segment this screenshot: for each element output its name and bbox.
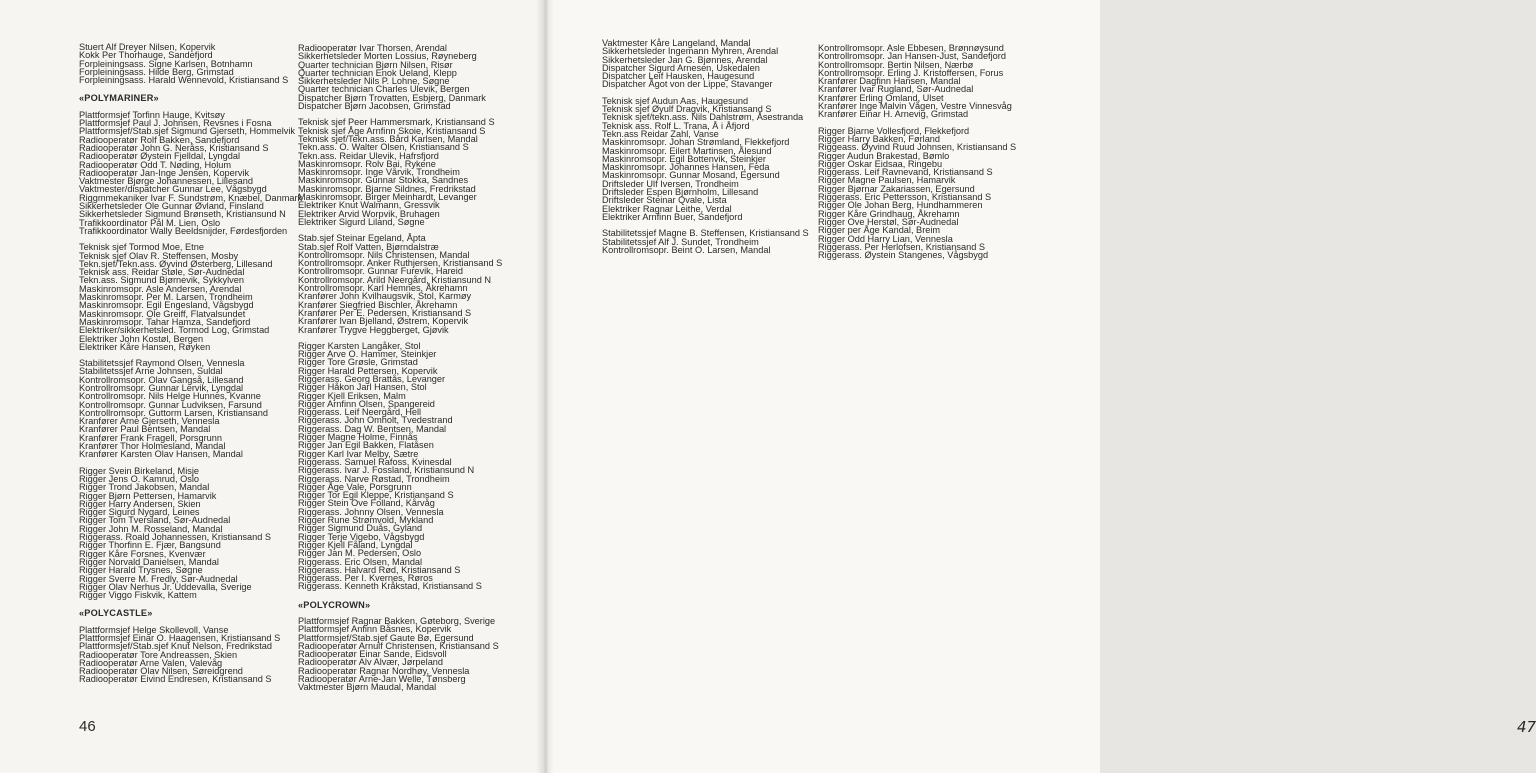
crew-entry: Rigger Kåre Grindhaug, Åkrehamn <box>818 208 960 219</box>
crew-entry: Rigger Kåre Forsnes, Kvenvær <box>79 548 206 559</box>
crew-entry: Rigger Arnfinn Olsen, Spangereid <box>298 398 435 409</box>
crew-entry: Rigger Terje Vigebo, Vågsbygd <box>298 531 425 542</box>
crew-entry: Elektriker Knut Walmann, Gressvik <box>298 200 440 211</box>
crew-entry: Dispatcher Bjørn Jacobsen, Grimstad <box>298 101 451 112</box>
crew-entry: Rigger Viggo Fiskvik, Kattem <box>79 590 197 601</box>
crew-entry: Rigger Jens O. Kamrud, Oslo <box>79 473 199 484</box>
crew-entry: Riggerass. Narve Røstad, Trondheim <box>298 473 450 484</box>
crew-entry: Sikkerhetsleder Jan G. Bjønnes, Arendal <box>602 54 768 65</box>
crew-entry: Maskinromsopr. Egil Bottenvik, Steinkjer <box>602 153 766 164</box>
crew-entry: Elektriker Kåre Hansen, Røyken <box>79 341 211 352</box>
crew-entry: Kranfører Trygve Heggberget, Gjøvik <box>298 324 449 335</box>
crew-entry: Kontrollromsopr. Jan Hansen-Just, Sandefjord <box>818 51 1006 62</box>
crew-entry: Radiooperatør Olav Nilsen, Søreidgrend <box>79 666 243 677</box>
crew-entry: Rigger Rune Strømvold, Mykland <box>298 515 434 526</box>
crew-entry: Rigger Thorfinn E. Fjær, Bangsund <box>79 540 221 551</box>
crew-entry: Maskinromsopr. Ole Greiff, Flatvalsundet <box>79 308 246 319</box>
crew-entry: Plattformsjef Paul J. Johnsen, Revsnes i Fosna <box>79 118 272 129</box>
crew-entry: Kontrollromsopr. Gunnar Ludviksen, Farsund <box>79 399 262 410</box>
crew-entry: Riggerass. Per Herlofsen, Kristiansand S <box>818 241 985 252</box>
crew-entry: Rigger Audun Brakestad, Bømlo <box>818 150 950 161</box>
crew-entry: Kranfører Per E. Pedersen, Kristiansand S <box>298 307 472 318</box>
crew-entry: Plattformsjef Ragnar Bakken, Gøteborg, Sverige <box>298 616 496 626</box>
crew-entry: Elektriker/sikkerhetsled. Tormod Log, Grimstad <box>79 325 270 336</box>
crew-entry: Teknisk sjef Tormod Moe, Etne <box>79 242 204 253</box>
right-page <box>545 0 1536 773</box>
crew-entry: Teknisk sjef Audun Aas, Haugesund <box>602 95 749 106</box>
crew-entry: Kranfører Paul Bentsen, Mandal <box>79 424 211 435</box>
crew-entry: Stab.sjef Rolf Vatten, Bjørndalstræ <box>298 241 439 252</box>
crew-entry: Tekn.ass. Sigmund Bjørnevik, Sykkylven <box>79 275 244 286</box>
crew-entry: Sikkerhetsleder Ole Gunnar Øvland, Finsland <box>79 201 264 212</box>
crew-entry: Rigger Bjørnar Zakariassen, Egersund <box>818 183 975 194</box>
crew-entry: Dispatcher Bjørn Trovatten, Esbjerg, Danmark <box>298 92 486 103</box>
crew-entry: Stabilitetssjef Raymond Olsen, Vennesla <box>79 358 245 369</box>
crew-entry: Maskinromsopr. Gunnar Mosand, Egersund <box>602 170 780 181</box>
crew-entry: Kontrollromsopr. Arild Neergård, Kristiansund N <box>298 274 492 285</box>
crew-entry: Radiooperatør Einar Sande, Eidsvoll <box>298 649 447 660</box>
crew-entry: Rigger Arve O. Hammer, Steinkjer <box>298 349 437 360</box>
crew-entry: Elektriker John Kostøl, Bergen <box>79 333 204 344</box>
crew-entry: Rigger Bjørn Pettersen, Hamarvik <box>79 490 217 501</box>
column-1 <box>79 43 302 684</box>
left-page <box>0 0 545 773</box>
crew-entry: Stuert Alf Dreyer Nilsen, Kopervik <box>79 42 216 52</box>
crew-entry: Driftsleder Steinar Qvale, Lista <box>602 195 727 206</box>
crew-entry: Plattformsjef/Stab.sjef Gaute Bø, Egersund <box>298 632 474 643</box>
section-heading: «POLYCROWN» <box>298 599 371 610</box>
crew-entry: Rigger Sigmund Duås, Gyland <box>298 523 423 534</box>
column-2 <box>298 44 502 692</box>
crew-entry: Riggerass. Leif Neergård, Hell <box>298 407 422 418</box>
crew-entry: Radiooperatør Tore Andreassen, Skien <box>79 649 238 660</box>
crew-entry: Elektriker Arvid Worpvik, Bruhagen <box>298 208 440 219</box>
crew-entry: Radiooperatør Øystein Fjelldal, Lyngdal <box>79 151 241 162</box>
crew-entry: Rigger Kjell Fåland, Lyngdal <box>298 539 413 550</box>
page-number-left: 46 <box>79 718 96 735</box>
crew-entry: Rigger John M. Rosseland, Mandal <box>79 523 223 534</box>
crew-entry: Kokk Per Thorhauge, Sandefjord <box>79 50 213 61</box>
crew-entry: Plattformsjef/Stab.sjef Sigmund Gjerseth, Hommelvik <box>79 126 295 137</box>
column-3 <box>602 39 809 254</box>
crew-entry: Radiooperatør Arne-Jan Welle, Tønsberg <box>298 674 466 685</box>
crew-entry: Rigger Odd Harry Lian, Vennesla <box>818 233 953 244</box>
crew-entry: Rigger Håkon Jarl Hansen, Stol <box>298 382 427 393</box>
crew-entry: Radiooperatør Odd T. Nøding, Holum <box>79 159 232 170</box>
crew-entry: Kranfører Siegfried Bischler, Åkrehamn <box>298 299 458 310</box>
crew-entry: Dispatcher Sigurd Arnesen, Uskedalen <box>602 62 760 73</box>
crew-entry: Rigger Magne Paulsen, Hamarvik <box>818 175 956 186</box>
crew-entry: Driftsleder Ulf Iversen, Trondheim <box>602 178 739 189</box>
crew-entry: Kranfører Inge Malvin Vågen, Vestre Vinnesvåg <box>818 101 1012 112</box>
crew-entry: Riggerass. John Omholt, Tvedestrand <box>298 415 453 426</box>
crew-entry: Kranfører Arne Gjerseth, Vennesla <box>79 416 220 427</box>
crew-entry: Stabilitetssjef Magne B. Steffensen, Kristiansand S <box>602 228 809 239</box>
crew-entry: Kontrollromsopr. Olav Gangså, Lillesand <box>79 374 244 385</box>
crew-entry: Maskinromsopr. Rolv Bai, Rykene <box>298 158 436 169</box>
crew-entry: Teknisk sjef Øyulf Dragvik, Kristiansand S <box>602 104 772 115</box>
crew-entry: Maskinromsopr. Inge Vårvik, Trondheim <box>298 167 460 178</box>
crew-entry: Vaktmester Bjørn Maudal, Mandal <box>298 682 437 693</box>
crew-entry: Kranfører Dagfinn Hansen, Mandal <box>818 76 961 87</box>
crew-entry: Forpleiningsass. Hilde Berg, Grimstad <box>79 66 234 77</box>
crew-entry: Kontrollromsopr. Gunnar Furevik, Hareid <box>298 266 463 277</box>
crew-entry: Riggmmekaniker Ivar F. Sundstrøm, Knæbel, Danmark <box>79 192 303 203</box>
crew-entry: Maskinromsopr. Johannes Hansen, Feda <box>602 162 770 173</box>
crew-entry: Vaktmester Bjørge Johannessen, Lillesand <box>79 176 253 187</box>
crew-entry: Teknisk sjef/Tekn.ass. Bård Karlsen, Mandal <box>298 133 478 144</box>
crew-entry: Rigger Harry Bakken, Førland <box>818 133 941 144</box>
crew-entry: Forpleiningsass. Harald Wennevold, Kristiansand S <box>79 75 289 86</box>
crew-entry: Rigger Norvald Danielsen, Mandal <box>79 556 219 567</box>
crew-entry: Riggerass. Eric Olsen, Mandal <box>298 556 423 567</box>
crew-entry: Radiooperatør Arnulf Christensen, Kristiansand S <box>298 640 499 651</box>
crew-entry: Rigger Svein Birkeland, Misje <box>79 465 199 476</box>
crew-entry: Quarter technician Enok Ueland, Klepp <box>298 67 457 78</box>
crew-entry: Maskinromsopr. Bjarne Sildnes, Fredrikstad <box>298 183 476 194</box>
crew-entry: Trafikkoordinator Pål M. Lien, Oslo <box>79 217 221 228</box>
crew-entry: Rigger Jan Egil Bakken, Flatåsen <box>298 440 434 451</box>
crew-entry: Plattformsjef Einar O. Haagensen, Kristiansand S <box>79 633 281 643</box>
crew-entry: Radiooperatør Eivind Endresen, Kristiansand S <box>79 674 272 685</box>
crew-entry: Maskinromsopr. Per M. Larsen, Trondheim <box>79 292 253 303</box>
crew-entry: Kontrollromsopr. Gunnar Lervik, Lyngdal <box>79 382 244 393</box>
crew-entry: Maskinromsopr. Birger Meinhardt, Levanger <box>298 192 477 203</box>
crew-entry: Plattformsjef Anfinn Båsnes, Kopervik <box>298 624 452 635</box>
crew-entry: Riggerass. Georg Brattås, Levanger <box>298 373 446 384</box>
crew-entry: Rigger Karl Ivar Melby, Sætre <box>298 448 419 459</box>
crew-entry: Kranfører Erling Omland, Ulset <box>818 92 944 103</box>
crew-entry: Riggerass. Dag W. Bentsen, Mandal <box>298 423 447 434</box>
column-4 <box>818 44 1016 259</box>
crew-entry: Rigger Ole Johan Berg, Hundhammeren <box>818 200 983 211</box>
crew-entry: Rigger Stein Ove Folland, Kårvåg <box>298 498 435 509</box>
crew-entry: Kontrollromsopr. Anker Ruthjersen, Kristiansand S <box>298 258 503 269</box>
crew-entry: Kranfører Thor Holmesland, Mandal <box>79 441 226 452</box>
crew-entry: Kontrollromsopr. Asle Ebbesen, Brønnøysund <box>818 43 1004 53</box>
crew-entry: Elektriker Sigurd Liland, Søgne <box>298 216 425 227</box>
crew-entry: Tekn.sjef/Tekn.ass. Øyvind Østerberg, Lillesand <box>79 258 273 269</box>
crew-entry: Vaktmester Kåre Langeland, Mandal <box>602 38 751 48</box>
crew-entry: Rigger Trond Jakobsen, Mandal <box>79 482 210 493</box>
crew-entry: Rigger Harald Pettersen, Kopervik <box>298 365 438 376</box>
crew-entry: Riggerass. Kenneth Kråkstad, Kristiansand S <box>298 581 482 592</box>
crew-entry: Dispatcher Ågot von der Lippe, Stavanger <box>602 79 773 90</box>
crew-entry: Driftsleder Espen Bjørnholm, Lillesand <box>602 187 759 198</box>
crew-entry: Kranfører John Kvilhaugsvik, Stol, Karmøy <box>298 291 472 302</box>
crew-entry: Riggerass. Roald Johannessen, Kristiansand S <box>79 532 272 543</box>
crew-entry: Rigger Ove Herstøl, Sør-Audnedal <box>818 216 959 227</box>
crew-entry: Teknisk ass. Rolf L. Trana, Å i Åfjord <box>602 120 750 131</box>
crew-entry: Rigger Sigurd Nygard, Leines <box>79 507 200 518</box>
crew-entry: Sikkerhetsleder Ingemann Myhren, Arendal <box>602 46 779 57</box>
crew-entry: Rigger Karsten Langåker, Stol <box>298 340 421 351</box>
crew-entry: Radiooperatør Ragnar Nordhøy, Vennesla <box>298 665 470 676</box>
crew-entry: Riggerass. Leif Ravnevand, Kristiansand S <box>818 167 993 178</box>
crew-entry: Riggerass. Samuel Rafoss, Kvinesdal <box>298 456 452 467</box>
crew-entry: Rigger Tore Grøsle, Grimstad <box>298 357 418 368</box>
crew-entry: Quarter technician Charles Ulevik, Bergen <box>298 84 470 95</box>
section-heading: «POLYMARINER» <box>79 93 159 104</box>
crew-entry: Rigger Åge Vale, Porsgrunn <box>298 481 412 492</box>
crew-entry: Rigger Bjarne Vollesfjord, Flekkefjord <box>818 125 970 136</box>
crew-entry: Sikkerhetsleder Sigmund Brønseth, Kristiansund N <box>79 209 286 220</box>
crew-entry: Forpleiningsass. Signe Karlsen, Botnhamn <box>79 58 253 69</box>
crew-entry: Quarter technician Bjørn Nilsen, Risør <box>298 59 453 70</box>
crew-entry: Plattformsjef/Stab.sjef Knut Nelson, Fredrikstad <box>79 641 273 652</box>
crew-entry: Radiooperatør Alv Alvær, Jørpeland <box>298 657 444 668</box>
crew-entry: Elektriker Arnfinn Buer, Sandefjord <box>602 211 743 222</box>
crew-entry: Kontrollromsopr. Nils Helge Hunnes, Kvanne <box>79 391 261 402</box>
book-gutter <box>536 0 554 773</box>
crew-entry: Kontrollromsopr. Bertin Nilsen, Nærbø <box>818 59 974 70</box>
crew-entry: Maskinromsopr. Johan Strømland, Flekkefjord <box>602 137 790 148</box>
crew-entry: Riggerass. Ivar J. Fossland, Kristiansund N <box>298 465 475 476</box>
crew-entry: Rigger Magne Holme, Finnås <box>298 432 418 443</box>
crew-entry: Riggeass. Øyvind Ruud Johnsen, Kristiansand S <box>818 142 1017 153</box>
crew-entry: Radiooperatør Rolf Bakken, Sandefjord <box>79 134 240 145</box>
crew-entry: Rigger Oskar Eidsaa, Ringebu <box>818 158 943 169</box>
crew-entry: Radiooperatør John G. Neråss, Kristiansand S <box>79 142 269 153</box>
crew-entry: Riggerass. Johnny Olsen, Vennesla <box>298 506 444 517</box>
crew-entry: Elektriker Ragnar Leithe, Verdal <box>602 203 732 214</box>
crew-entry: Rigger Kjell Eriksen, Malm <box>298 390 406 401</box>
crew-entry: Kontrollromsopr. Beint O. Larsen, Mandal <box>602 244 771 255</box>
crew-entry: Riggerass. Per I. Kvernes, Røros <box>298 573 433 584</box>
crew-entry: Rigger per Åge Kandal, Breim <box>818 225 941 236</box>
crew-entry: Kranfører Frank Fragell, Porsgrunn <box>79 432 222 443</box>
crew-entry: Teknisk sjef Åge Arnfinn Skoie, Kristiansand S <box>298 125 486 136</box>
crew-entry: Rigger Tom Tversland, Sør-Audnedal <box>79 515 231 526</box>
crew-entry: Radiooperatør Arne Valen, Valevåg <box>79 657 223 668</box>
crew-entry: Rigger Olav Nerhus Jr. Uddevalla, Sverige <box>79 581 252 592</box>
crew-entry: Tekn.ass. O. Walter Olsen, Kristiansand S <box>298 142 469 153</box>
page-number-right: 47 <box>1517 718 1536 736</box>
crew-entry: Stab.sjef Steinar Egeland, Åpta <box>298 233 426 244</box>
crew-entry: Tekn.ass Reidar Zahl, Vanse <box>602 128 719 139</box>
crew-entry: Rigger Jan M. Pedersen, Oslo <box>298 548 422 559</box>
crew-entry: Kontrollromsopr. Guttorm Larsen, Kristiansand <box>79 407 268 418</box>
crew-entry: Vaktmester/dispatcher Gunnar Lee, Vågsbygd <box>79 184 267 195</box>
crew-entry: Sikkerhetsleder Morten Lossius, Røyneberg <box>298 51 477 62</box>
crew-entry: Rigger Harry Andersen, Skien <box>79 498 201 509</box>
crew-entry: Trafikkoordinator Wally Beeldsnijder, Førdesfjorden <box>79 225 288 236</box>
crew-entry: Radiooperatør Ivar Thorsen, Arendal <box>298 43 447 53</box>
section-heading: «POLYCASTLE» <box>79 608 153 619</box>
crew-entry: Kranfører Karsten Olav Hansen, Mandal <box>79 449 243 460</box>
crew-entry: Stabilitetssjef Alf J. Sundet, Trondheim <box>602 236 759 247</box>
crew-entry: Kontrollromsopr. Karl Hemnes, Åkrehamn <box>298 283 468 294</box>
crew-entry: Stabilitetssjef Arne Johnsen, Suldal <box>79 366 223 377</box>
crew-entry: Maskinromsopr. Gunnar Stokka, Sandnes <box>298 175 469 186</box>
crew-entry: Riggerass. Eric Pettersson, Kristiansand S <box>818 192 992 203</box>
crew-entry: Teknisk sjef Peer Hammersmark, Kristiansand S <box>298 117 495 128</box>
crew-entry: Rigger Tor Egil Kleppe, Kristiansand S <box>298 490 454 501</box>
crew-entry: Kontrollromsopr. Nils Christensen, Mandal <box>298 249 470 260</box>
crew-entry: Plattformsjef Torfinn Hauge, Kvitsøy <box>79 109 225 120</box>
crew-entry: Plattformsjef Helge Skollevoll, Vanse <box>79 624 229 635</box>
crew-entry: Rigger Sverre M. Fredly, Sør-Audnedal <box>79 573 238 584</box>
crew-entry: Teknisk ass. Reidar Støle, Sør-Audnedal <box>79 267 245 278</box>
crew-entry: Sikkerhetsleder Nils P. Lohne, Søgne <box>298 76 450 87</box>
crew-entry: Radiooperatør Jan-Inge Jensen, Kopervik <box>79 167 250 178</box>
crew-entry: Kranfører Ivan Bjelland, Østrem, Kopervik <box>298 316 469 327</box>
crew-entry: Tekn.ass. Reidar Ulevik, Hafrsfjord <box>298 150 439 161</box>
crew-entry: Dispatcher Leif Hausken, Haugesund <box>602 71 755 82</box>
crew-entry: Teknisk sjef Olav R. Steffensen, Mosby <box>79 250 239 261</box>
crew-entry: Maskinromsopr. Eilert Martinsen, Ålesund <box>602 145 772 156</box>
crew-entry: Kranfører Ivar Rugland, Sør-Audnedal <box>818 84 974 95</box>
crew-entry: Teknisk sjef/tekn.ass. Nils Dahlstrøm, Åsestranda <box>602 112 804 123</box>
crew-entry: Rigger Harald Trysnes, Søgne <box>79 565 203 576</box>
crew-entry: Riggerass. Halvard Rød, Kristiansand S <box>298 564 461 575</box>
crew-entry: Kontrollromsopr. Erling J. Kristoffersen, Forus <box>818 67 1004 78</box>
crew-entry: Maskinromsopr. Egil Engesland, Vågsbygd <box>79 300 254 311</box>
crew-entry: Riggerass. Øystein Stangenes, Vågsbygd <box>818 250 989 261</box>
crew-entry: Maskinromsopr. Tahar Hamza, Sandefjord <box>79 316 251 327</box>
crew-entry: Kranfører Einar H. Arnevig, Grimstad <box>818 109 969 120</box>
crew-entry: Maskinromsopr. Asle Andersen, Arendal <box>79 283 242 294</box>
